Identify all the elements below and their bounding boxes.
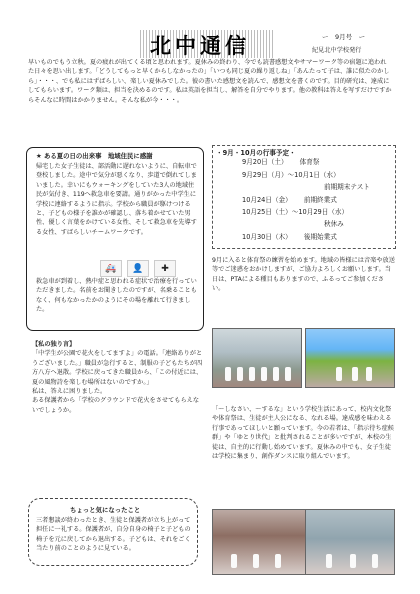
event-box-title: ★ ある夏の日の出来事 地域住民に感謝 bbox=[36, 152, 153, 160]
schedule-date: 9月20日（土） bbox=[242, 158, 288, 166]
notice-box-title: ちょっと気になったこと bbox=[70, 506, 141, 514]
culture-paragraph: 「～しなさい、～するな」という学校生活にあって、校内文化祭や体育祭は、生徒が主人公になる、なれる場。達成感を味わえる行事であってほしいと願っています。今の若者は、「指示待ち症候群」や「ゆとり世代」と批判されることが多いですが、本校の生徒は、自主的に行動し始めています。夏休みの中でも、女子生徒は学校に集まり、創作ダンスに取り組んでいます。 bbox=[212, 406, 394, 461]
monologue-title: 【私の独り言】 bbox=[32, 341, 76, 348]
publisher-label: 紀見北中学校発行 bbox=[312, 47, 362, 54]
schedule-row bbox=[242, 171, 340, 180]
schedule-event: 秋休み bbox=[324, 220, 344, 228]
schedule-date: 10月24日（金） bbox=[242, 196, 292, 204]
issue-label: ー 9月号 ー bbox=[322, 33, 366, 41]
notice-box-text: 三者懇談が終わったとき、生徒と保護者が立ち上がって担任に一礼する。保護者が、自分自身の椅子と子どもの椅子を元に戻してから退出する。子どもは、それをごく当たり前のことのように見ている。 bbox=[36, 517, 191, 553]
schedule-date: 10月30日（木） bbox=[242, 233, 292, 241]
schedule-event: 前期期末テスト bbox=[324, 183, 370, 191]
intro-paragraph: 早いものでもう立秋。夏の疲れが出てくる頃と思われます。夏休みの終わり、今でも読書感想文やサマーワーク等の宿題に追われた日々を思い出します。「どうしてもっと早くからしなかったの」「いつも同じ夏の繰り返しね」「あんたって子は、誰に似たのかしら」・・・、でも私にはずばらしい、楽しい夏休みでした。彼の書いた感想文を読んで、感想文を書くのです。目的研究は、達成にしてもらいます。ワーク類は、担当を決めるのです。私は英語を担当し、解答を自分でやります。他の教科は答えを写すだけですからそんなに時間はかかりません。そんな私が今・・・。 bbox=[28, 59, 392, 104]
hospital-icon: ✚ bbox=[154, 260, 176, 277]
ambulance-icon: 🚑 bbox=[100, 260, 122, 277]
schedule-event: 前期終業式 bbox=[303, 196, 337, 204]
newsletter-title: 北中通信 bbox=[150, 33, 250, 58]
monologue-section bbox=[32, 340, 204, 415]
dance-practice-photo-2 bbox=[305, 509, 395, 575]
monologue-paragraph: 「中学生が公園で花火をしてますよ」の電話。「連絡ありがとうございました。」職員が急行すると、制服の子どもたちが四方八方へ退散。学校に戻ってきた職員から、「この付近には、夏の風物詩を楽しむ場所はないのですか。」 bbox=[32, 350, 203, 386]
event-box-text: 帰宅した女子生徒は、部活動に遅れないように、自転車で登校しました。途中で気分が悪くなり、歩道で倒れてしまいました。幸いにもウォーキングをしていた3人の地域住民が気付き、119へ救急車を要請。通りがかった中学生に学校に連絡するように指示。学校から職員が駆けつけると、子どもの様子を誰かが確認し、落ち着かせていた男性、優しく言葉をかけている女性、そして救急車を先導する女性、すばらしいチームワークです。 bbox=[36, 163, 197, 236]
schedule-event: 後期始業式 bbox=[303, 233, 337, 241]
monologue-paragraph: ある保護者から「学校のグラウンドで花火をさせてもらえないでしょうか。 bbox=[32, 397, 200, 414]
sports-paragraph: 9月に入ると体育祭の練習を始めます。地域の皆様には音楽や放送等でご迷惑をおかけしますが、ご協力よろしくお願いします。当日は、PTAによる種目もありますので、ふるってご参加ください。 bbox=[212, 257, 395, 293]
field-practice-photo bbox=[305, 328, 395, 388]
event-icons bbox=[100, 260, 180, 276]
monologue-paragraph: 私は、答えに困りました。 bbox=[32, 388, 107, 396]
schedule-row bbox=[242, 233, 337, 242]
schedule-date: 10月25日（土）～10月29日（水） bbox=[242, 208, 349, 216]
schedule-date: 9月29日（月）～10月1日（水） bbox=[242, 171, 340, 179]
schedule-title: ・9月・10月の行事予定・ bbox=[216, 149, 296, 157]
sports-practice-photo bbox=[212, 328, 302, 388]
event-box-text-2: 救急車が到着し、熱中症と思われる症状で治療を行っていただきました。名前をお聞きしたのですが、名乗ることもなく、何もなかったかのようにその場を離れて行きました。 bbox=[36, 278, 197, 314]
dance-practice-photo bbox=[212, 509, 307, 575]
person-icon: 👤 bbox=[127, 260, 149, 277]
schedule-row bbox=[242, 196, 337, 205]
schedule-event: 体育祭 bbox=[299, 158, 320, 166]
schedule-row bbox=[242, 208, 348, 217]
schedule-row bbox=[242, 158, 319, 167]
